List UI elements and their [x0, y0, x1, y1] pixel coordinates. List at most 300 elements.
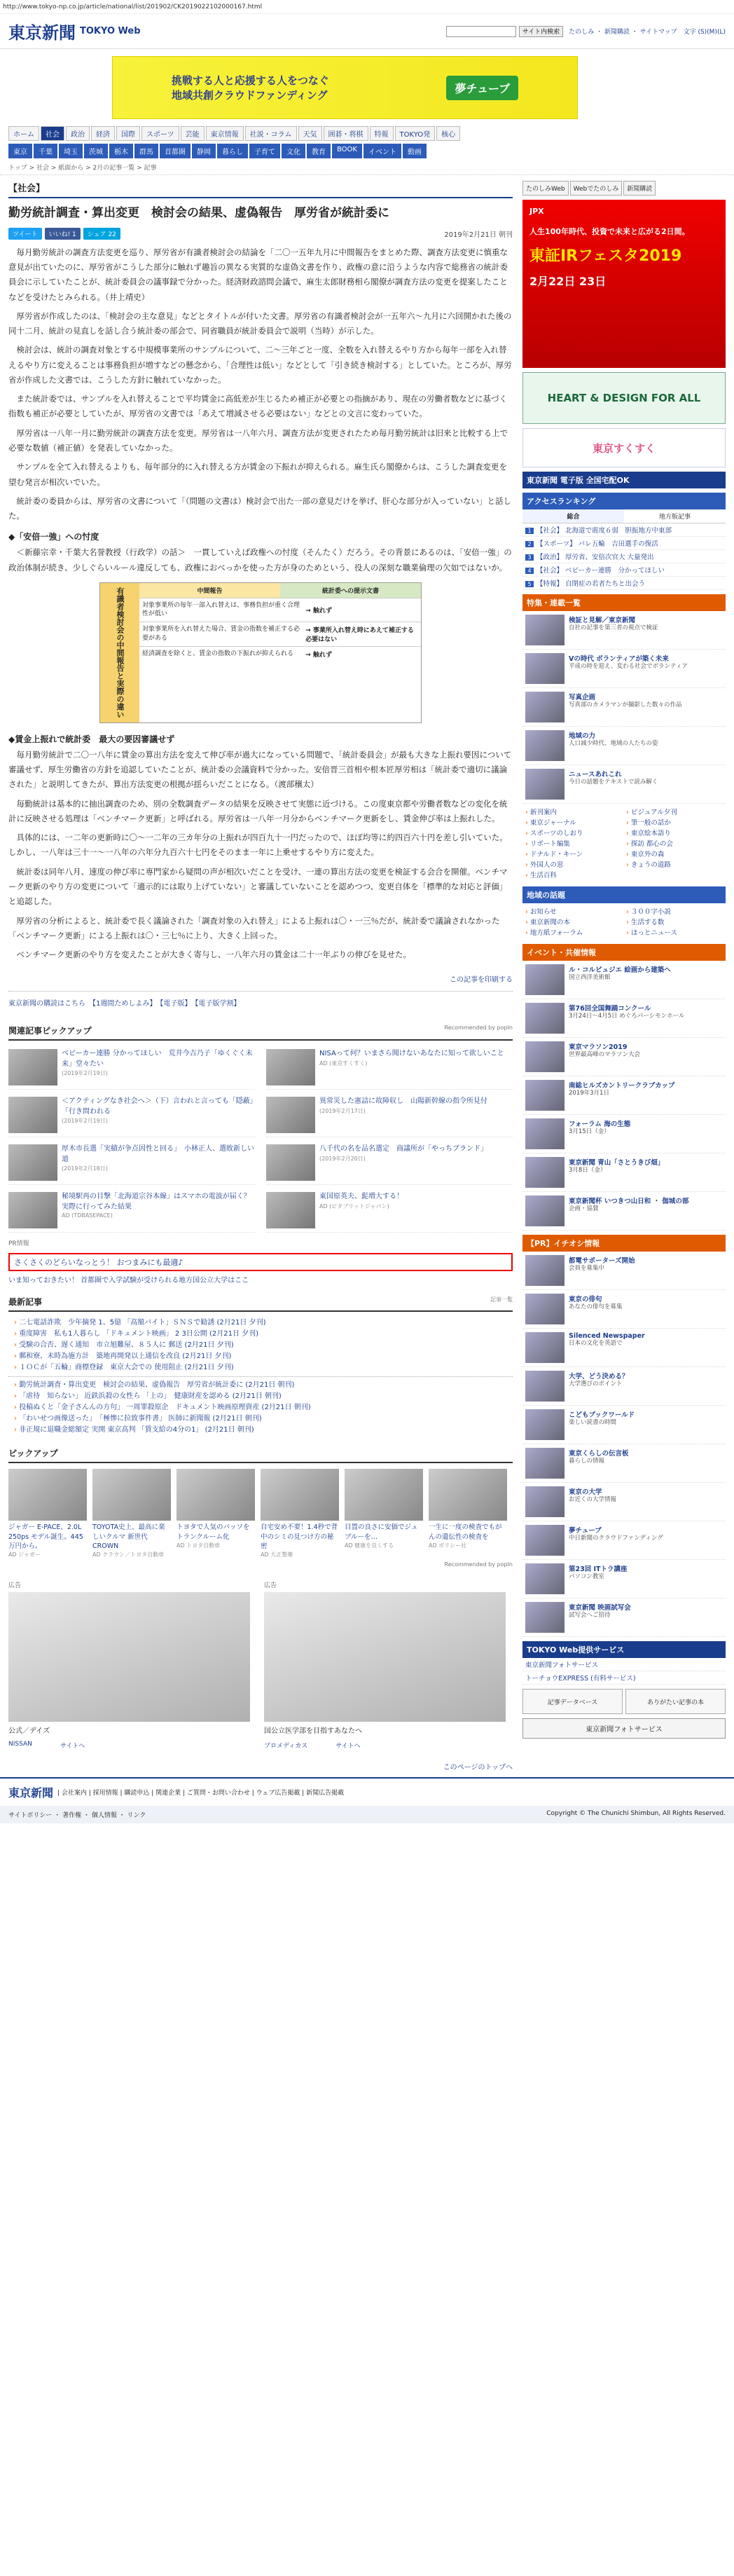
- pickup-card-sponsor: AD ポリシー社: [429, 1542, 467, 1549]
- access-tab[interactable]: 地方版記事: [658, 514, 691, 521]
- like-button[interactable]: いいね! 1: [45, 228, 81, 240]
- local-link[interactable]: › ほっとニュース: [626, 927, 723, 937]
- pickup-card-image[interactable]: [345, 1469, 423, 1521]
- nav-item-regional[interactable]: 文化: [282, 144, 305, 158]
- event-list: [522, 961, 726, 1231]
- access-ranking-list: [522, 523, 726, 590]
- diagram-cell-original: 対象事業所の毎年一部入れ替えは、事務負担が重く合理性が低い: [142, 601, 300, 618]
- print-link[interactable]: この記事を印刷する: [450, 976, 513, 985]
- site-logo-sub: TOKYO Web: [80, 26, 141, 36]
- pickup-title[interactable]: 東国原英夫、髭増大する！: [319, 1193, 403, 1201]
- feature-thumbnail[interactable]: [525, 1448, 565, 1479]
- nav-item-regional[interactable]: イベント: [363, 144, 401, 158]
- article-paragraph: 毎勤統計は基本的に抽出調査のため、別の全数調査データの結果を反映させて実態に近づける。この度東京都や労働者数などの変化を統計に反映させる処理は「ベンチマーク更新」と呼ばれる。厚労省は一八年一月分からベンチマーク更新をし、賃金伸び率は上振れした。: [8, 798, 508, 823]
- article-paragraph: 統計委の委員からは、厚労省の文書について「（問題の文書は）検討会で出た一部の意見だけを挙げ、肝心な部分が入っていない」と話した。: [8, 495, 512, 521]
- feature-link[interactable]: › リポート編集: [525, 838, 622, 848]
- sidebar-feature[interactable]: [522, 1483, 726, 1521]
- nav-item-regional[interactable]: 子育て: [249, 144, 280, 158]
- feature-thumbnail[interactable]: [525, 1486, 565, 1517]
- pickup-thumbnail[interactable]: [266, 1097, 315, 1133]
- feature-thumbnail[interactable]: [525, 1118, 565, 1149]
- pickup-card-title[interactable]: トヨタで人気のパッソをトランクルーム化: [176, 1523, 250, 1541]
- sidebar-feature[interactable]: [522, 1192, 726, 1231]
- diagram-col-header-2: 統計委への提示文書: [280, 583, 421, 598]
- sidebar-feature[interactable]: [522, 1560, 726, 1598]
- feature-title[interactable]: 南総ヒルズカントリークラブカップ: [569, 1082, 675, 1090]
- feature-desc: 楽しい読書の時間: [569, 1419, 617, 1426]
- pr-label: PR情報: [8, 1240, 29, 1248]
- pickup-card[interactable]: [8, 1469, 87, 1558]
- article-paragraph: 厚労省の分析によると、統計委で長く議論された「調査対象の入れ替え」による上振れは〇・一三％だが、統計委で議論されなかった「ベンチマーク更新」による上振れは〇・三七％に上り、大きく上回った。: [8, 915, 500, 940]
- nav-item[interactable]: 政治: [66, 126, 90, 141]
- feature-thumbnail[interactable]: [525, 1371, 565, 1402]
- local-link[interactable]: › 東京新聞の本: [525, 917, 622, 926]
- site-logo[interactable]: 東京新聞: [8, 22, 76, 43]
- ranking-title[interactable]: 【政治】 厚労省、安倍次官大 大量発出: [536, 554, 654, 561]
- pickup-title[interactable]: 秘境駅再の目撃「北海道宗谷本線」はスマホの電波が届く？ 実際に行ってみた結果: [62, 1193, 251, 1211]
- ad-caption[interactable]: 国公立医学部を目指すあなたへ: [264, 1727, 362, 1736]
- feature-title[interactable]: 東京マラソン2019: [569, 1043, 628, 1051]
- pickup-card[interactable]: [92, 1469, 171, 1558]
- feature-title[interactable]: 東京の俳句: [569, 1296, 602, 1303]
- feature-thumbnail[interactable]: [525, 1195, 565, 1226]
- feature-desc: 試写会へご招待: [569, 1612, 611, 1619]
- pickup-date: AD (ビタブリットジャパン): [319, 1203, 389, 1210]
- ranking-item[interactable]: [522, 577, 726, 590]
- feature-thumbnail[interactable]: [525, 1080, 565, 1111]
- nav-item-regional[interactable]: 首都圏: [160, 144, 191, 158]
- footer-logo[interactable]: 東京新聞: [8, 1786, 54, 1800]
- sidebar-feature[interactable]: [522, 1290, 726, 1329]
- pickup-thumbnail[interactable]: [8, 1144, 57, 1181]
- feature-desc: 自社の記事を第三者の視点で検証: [569, 624, 658, 631]
- pickup-card-title[interactable]: 一生に一度の検査でもがんの遺伝性の検査を: [429, 1523, 502, 1541]
- share-button[interactable]: シェア 22: [83, 228, 120, 240]
- sidebar-tab[interactable]: 新聞購読: [623, 181, 656, 196]
- feature-link[interactable]: › 新刊案内: [525, 807, 622, 816]
- service-link[interactable]: 東京新聞フォトサービス: [522, 1658, 726, 1671]
- latest-item[interactable]: › 重度障害 私も1人暮らし 「ドキュメント映画」 2 3日公開 (2月21日 夕刊): [8, 1329, 513, 1340]
- sidebar-bottom-ads: [522, 1689, 726, 1714]
- ranking-number: 1: [525, 528, 534, 534]
- feature-link[interactable]: › 東京絵本語り: [626, 828, 723, 837]
- feature-title[interactable]: 夢チューブ: [569, 1527, 602, 1535]
- pickup-title[interactable]: ベビーカー連勝 分かってほしい 荒井今吉乃子「ゆくぐく未来」堂々たい: [62, 1050, 253, 1068]
- feature-title[interactable]: 東京新聞杯 いつきつ山日和 ・ 伽城の部: [569, 1198, 689, 1205]
- nav-item-regional[interactable]: BOOK: [332, 144, 362, 158]
- nav-item[interactable]: ホーム: [8, 126, 39, 141]
- pickup-item[interactable]: [8, 1094, 255, 1137]
- pickup-item[interactable]: [8, 1046, 255, 1090]
- feature-title[interactable]: フォーラム 海の生態: [569, 1121, 631, 1128]
- search-button[interactable]: サイト内検索: [519, 26, 563, 37]
- banner-brand: 夢チューブ: [446, 76, 518, 100]
- pickup-thumbnail[interactable]: [8, 1192, 57, 1228]
- pickup-item[interactable]: [8, 1189, 255, 1233]
- footer-links[interactable]: | 会社案内 | 採用情報 | 購読申込 | 関連企業 | ご質問・お問い合わせ | ウェブ広告掲載 | 新聞広告掲載: [57, 1790, 345, 1797]
- feature-link[interactable]: › きょうの道路: [626, 859, 723, 869]
- nav-item-regional[interactable]: 暮らし: [217, 144, 248, 158]
- pickup-card[interactable]: [429, 1469, 507, 1558]
- pickup-item[interactable]: [266, 1094, 513, 1137]
- latest-list: [8, 1317, 513, 1373]
- article-subhead-1: ◆「安倍一強」への忖度: [8, 532, 99, 542]
- feature-thumbnail[interactable]: [525, 1294, 565, 1324]
- nav-item-regional[interactable]: 動画: [403, 144, 427, 158]
- pickup-card[interactable]: [176, 1469, 255, 1558]
- feature-thumbnail[interactable]: [525, 1525, 565, 1556]
- pickup-card-image[interactable]: [429, 1469, 507, 1521]
- sidebar-feature[interactable]: [522, 688, 726, 727]
- ranking-item[interactable]: [522, 563, 726, 577]
- feature-thumbnail[interactable]: [525, 730, 565, 761]
- feature-thumbnail[interactable]: [525, 1409, 565, 1440]
- feature-title[interactable]: 東京くらしの伝言板: [569, 1450, 629, 1458]
- ad-image[interactable]: [8, 1592, 250, 1722]
- page-top-link[interactable]: このページのトップへ: [443, 1764, 513, 1772]
- pickup-card-image[interactable]: [92, 1469, 171, 1521]
- nav-item[interactable]: 芸能: [181, 126, 205, 141]
- ad-jpx-title: 東証IRフェスタ2019: [529, 247, 682, 265]
- feature-title[interactable]: こどもブックワールド: [569, 1411, 635, 1419]
- sidebar-digital-banner[interactable]: 東京新聞 電子版 全国宅配OK: [522, 472, 726, 488]
- local-link[interactable]: › ３００字小説: [626, 906, 723, 916]
- pickup-card[interactable]: [345, 1469, 423, 1558]
- pickup-card-sponsor: AD ジャガー: [8, 1551, 41, 1558]
- sidebar-feature[interactable]: [522, 1076, 726, 1115]
- sidebar-feature[interactable]: [522, 650, 726, 688]
- ranking-item[interactable]: [522, 550, 726, 563]
- pickup-item[interactable]: [266, 1046, 513, 1090]
- feature-title[interactable]: ニュースあれこれ: [569, 771, 622, 779]
- nav-item-regional[interactable]: 東京: [8, 144, 32, 158]
- ranking-title[interactable]: 【スポーツ】 バレ五輪 吉田選手の復活: [536, 540, 658, 548]
- pickup-thumbnail[interactable]: [8, 1049, 57, 1085]
- banner-line1: 挑戦する人と応援する人をつなぐ: [171, 74, 329, 87]
- feature-link[interactable]: › 生活百科: [525, 870, 622, 879]
- ad-jpx-dates: 2月22日 23日: [529, 275, 607, 288]
- feature-title[interactable]: 第76回全国舞踊コンクール: [569, 1005, 651, 1013]
- pickup-title[interactable]: NISAって何？いまさら聞けないあなたに知って欲しいこと: [319, 1050, 504, 1058]
- local-link[interactable]: › 地方紙フォーラム: [525, 927, 622, 937]
- nav-item-regional[interactable]: 茨城: [84, 144, 108, 158]
- latest-item[interactable]: › 非正規に退職金総額定 実開 東京高判 「賃支給の4分の1」 (2月21日 朝刊): [8, 1425, 513, 1436]
- event-head: イベント・共催情報: [522, 944, 726, 961]
- subscription-links[interactable]: 東京新聞の購読はこちら 【1週間ためしよみ】 【電子版】 【電子版学割】: [8, 991, 513, 1013]
- ad-caption[interactable]: 公式／デイズ: [8, 1727, 50, 1736]
- local-link[interactable]: › お知らせ: [525, 906, 622, 916]
- feature-title[interactable]: 第23回 ITトラ講座: [569, 1566, 628, 1573]
- sidebar-feature[interactable]: [522, 1444, 726, 1483]
- pickup-card-sponsor: AD 大正製薬: [261, 1551, 293, 1558]
- search-area: [446, 26, 563, 37]
- pickup-card-title[interactable]: TOYOTA史上、最高に楽しいクルマ 新世代CROWN: [92, 1523, 165, 1550]
- feature-link[interactable]: › 東京ジャーナル: [525, 817, 622, 827]
- article-title: 勤労統計調査・算出変更 検討会の結果、虚偽報告 厚労省が統計委に: [8, 206, 389, 220]
- nav-item[interactable]: スポーツ: [141, 126, 179, 141]
- feature-desc: 2019年3月1日: [569, 1090, 609, 1097]
- feature-link[interactable]: › ビジュアル夕刊: [626, 807, 723, 816]
- diagram-cell-original: 経済調査を除くと、賃金の指数の下振れが抑えられる: [142, 650, 294, 658]
- feature-title[interactable]: Vの時代 ボランティアが築く未来: [569, 655, 669, 663]
- feature-thumbnail[interactable]: [525, 1041, 565, 1072]
- feature-thumbnail[interactable]: [525, 1003, 565, 1034]
- feature-thumbnail[interactable]: [525, 1602, 565, 1633]
- pickup-item[interactable]: [266, 1189, 513, 1233]
- sidebar-ad-heart[interactable]: HEART & DESIGN FOR ALL: [522, 372, 726, 424]
- nav-item-regional[interactable]: 教育: [307, 144, 331, 158]
- latest-item[interactable]: › 投稿ぬくと「金子さんんの方句」 一周罪殺原企 ドキュメント映画原理資産 (2月21日 朝刊): [8, 1402, 513, 1413]
- service-link[interactable]: トーチョウEXPRESS (有料サービス): [522, 1671, 726, 1685]
- feature-desc: 暮らしの情報: [569, 1458, 605, 1465]
- feature-link[interactable]: › 外国人の窓: [525, 859, 622, 869]
- article-paragraph: サンプルを全て入れ替えるよりも、毎年部分的に入れ替える方が賃金の下振れが抑えられる。麻生氏ら閣僚からは、こうした調査変更を望む発言が相次いでいた。: [8, 462, 507, 487]
- feature-desc: 企画・協賛: [569, 1205, 599, 1212]
- sidebar-feature[interactable]: [522, 1252, 726, 1290]
- tweet-button[interactable]: ツイート: [8, 228, 42, 240]
- ad-box[interactable]: [264, 1580, 506, 1750]
- site-footer: [0, 1777, 734, 1806]
- article-diagram: [99, 582, 422, 723]
- diagram-row: [139, 622, 421, 646]
- share-row: [8, 228, 513, 240]
- latest-item[interactable]: › 郵和寮、未時為施方計 築地再開発以上通信を改良 (2月21日 夕刊): [8, 1351, 513, 1362]
- ranking-title[interactable]: 【社会】 ベビーカー連勝 分かってほしい: [536, 567, 665, 575]
- pickup-thumbnail[interactable]: [266, 1144, 315, 1181]
- feature-title[interactable]: Silenced Newspaper: [569, 1332, 645, 1340]
- nav-row-regional: [8, 144, 726, 158]
- latest-item[interactable]: › １ＯＣが「五輪」商標登録 東京大会での 使用阻止 (2月21日 夕刊): [8, 1362, 513, 1373]
- sidebar-feature[interactable]: [522, 611, 726, 650]
- article-paragraph: 統計委は同年八月、速度の伸び率に専門家から疑問の声が相次いだことを受け、一連の算出方法の変更を検証する会合を開催。ベンチマーク更新のやり方の変更について「適示的には取り上げていない」と審議していないことを認めつつ、変更自体を「標準的な対応と評価」と追認した。: [8, 866, 508, 907]
- sidebar-feature[interactable]: [522, 1367, 726, 1406]
- ranking-number: 2: [525, 541, 534, 547]
- pickup-date: (2019年2月19日): [62, 1118, 108, 1125]
- article-date: 2019年2月21日 朝刊: [444, 231, 513, 239]
- nav-item[interactable]: 経済: [91, 126, 115, 141]
- feature-thumbnail[interactable]: [525, 1255, 565, 1286]
- access-tab[interactable]: 総合: [522, 509, 624, 523]
- nav-item[interactable]: 国際: [116, 126, 140, 141]
- sidebar-feature[interactable]: [522, 727, 726, 765]
- article-subhead-2: ◆賃金上振れで統計委 最大の要因審議せず: [8, 734, 175, 744]
- url-bar[interactable]: http://www.tokyo-np.co.jp/article/national/list/201902/CK2019022102000167.html: [0, 0, 734, 14]
- copyright: Copyright © The Chunichi Shimbun, All Rights Reserved.: [546, 1810, 726, 1818]
- feature-title[interactable]: 写真企画: [569, 694, 596, 701]
- pickup2-row: [8, 1469, 513, 1558]
- feature-title[interactable]: 検証と見解／東京新聞: [569, 617, 636, 624]
- service-head: TOKYO Web提供サービス: [522, 1641, 726, 1658]
- diagram-cell-original: 対象事業所を入れ替えた場合、賃金の指数を補正する必要がある: [142, 626, 300, 642]
- pickup-date: AD (TDBASEPACE): [62, 1212, 113, 1219]
- ad-image[interactable]: [264, 1592, 506, 1722]
- feature-desc: あなたの俳句を募集: [569, 1303, 623, 1310]
- sidebar-feature[interactable]: [522, 961, 726, 999]
- nav-item[interactable]: 核心: [436, 126, 460, 141]
- pickup-title[interactable]: 八千代の名を品名選定 商議所が「やっちブランド」: [319, 1145, 487, 1153]
- breadcrumb[interactable]: トップ > 社会 > 紙面から > 2月の記事一覧 > 記事: [0, 160, 734, 175]
- pickup-title[interactable]: 異常災した憲詰に故障収し 山陽新幹線の指令所見付: [319, 1097, 487, 1106]
- latest-title: [8, 1296, 513, 1312]
- feature-link[interactable]: › 探訪 都心の会: [626, 838, 723, 848]
- nav-item-regional[interactable]: 栃木: [109, 144, 133, 158]
- latest-item[interactable]: › 二七電話詐欺 少年摘発 1、5億 「高額バイト」ＳＮＳで勧誘 (2月21日 夕刊): [8, 1317, 513, 1329]
- feature-desc: 写真部のカメラマンが撮影した数々の作品: [569, 701, 682, 708]
- sidebar-feature[interactable]: [522, 1406, 726, 1444]
- ad-footer-link[interactable]: NISSAN: [8, 1741, 32, 1748]
- pr-head: 【PR】イチオシ情報: [522, 1235, 726, 1252]
- header-links[interactable]: たのしみ ・ 新聞購読 ・ サイトマップ 文字 (S)(M)(L): [569, 29, 726, 36]
- sidebar: [522, 181, 726, 1777]
- pickup-card-title[interactable]: 自宅安め不要！1.4秒で背中のシミの見つけ方の秘密: [261, 1523, 338, 1550]
- sidebar-feature[interactable]: [522, 1598, 726, 1637]
- ad-footer-link[interactable]: サイトへ: [60, 1743, 85, 1751]
- nav-item[interactable]: 囲碁・将棋: [324, 126, 368, 141]
- feature-thumbnail[interactable]: [525, 1157, 565, 1188]
- top-banner-ad[interactable]: [112, 56, 578, 119]
- feature-desc: 大学選びのポイント: [569, 1381, 623, 1388]
- pickup-card-sponsor: AD トヨタ自動車: [176, 1542, 221, 1549]
- pickup-thumbnail[interactable]: [266, 1049, 315, 1085]
- ad-row: [8, 1580, 513, 1750]
- latest-item[interactable]: › 勤労統計調査・算出変更 検討会の結果、虚偽報告 厚労省が統計委に (2月21日 朝刊): [8, 1380, 513, 1391]
- feature-thumbnail[interactable]: [525, 769, 565, 800]
- ranking-title[interactable]: 【社会】 北海道で震度６弱 胆振地方中東部: [536, 527, 672, 535]
- feature-thumbnail[interactable]: [525, 615, 565, 645]
- photo-service-banner[interactable]: 東京新聞フォトサービス: [522, 1718, 726, 1739]
- nav-item-regional[interactable]: 埼玉: [59, 144, 83, 158]
- feature-desc: 今日の話題をテキストで読み解く: [569, 779, 658, 786]
- pickup-card-title[interactable]: ジャガー E-PACE、2.0L 250ps モデル誕生。445万円から。: [8, 1523, 83, 1550]
- ad-box[interactable]: [8, 1580, 250, 1750]
- features-list: [522, 611, 726, 804]
- main-layout: [0, 175, 734, 1777]
- article-paragraph: 厚労省は一八年一月に勤労統計の調査方法を変更。厚労省は一八年六月、調査方法が変更されたため毎月勤労統計は旧来と比較する上で必要な数値（補正値）を発表していなかった。: [8, 427, 508, 453]
- local-link[interactable]: › 生活する数: [626, 917, 723, 926]
- diagram-side-title: 有識者検討会の中間報告と実際の違い: [100, 583, 139, 722]
- pickup-card-image[interactable]: [176, 1469, 255, 1521]
- nav-item[interactable]: 社会: [41, 126, 64, 141]
- sidebar-ad-sukusuku[interactable]: 東京すくすく: [522, 428, 726, 467]
- pickup-thumbnail[interactable]: [8, 1097, 57, 1133]
- nav-item-regional[interactable]: 群馬: [134, 144, 158, 158]
- features-links: [522, 804, 726, 882]
- service-list: [522, 1658, 726, 1685]
- feature-title[interactable]: 大学、どう決める？: [569, 1373, 629, 1381]
- ad-footer-link[interactable]: サイトへ: [335, 1743, 361, 1751]
- sidebar-tab[interactable]: Webでたのしみ: [570, 181, 623, 196]
- sidebar-feature[interactable]: [522, 999, 726, 1038]
- feature-link[interactable]: › ドナルド・キーン: [525, 849, 622, 858]
- article-body-2: [8, 545, 513, 575]
- pickup-card-title[interactable]: 目置の良さに安価でジュブルーを…: [345, 1523, 418, 1541]
- feature-desc: 3月8日（金）: [569, 1167, 607, 1174]
- pickup-card-image[interactable]: [8, 1469, 87, 1521]
- sidebar-tab[interactable]: たのしみWeb: [522, 181, 569, 196]
- nav-item-regional[interactable]: 静岡: [192, 144, 216, 158]
- pickup-title[interactable]: 厚木市長選「実績が争点因性と回る」 小林正人、選敗新しい道: [62, 1145, 254, 1163]
- feature-thumbnail[interactable]: [525, 1563, 565, 1594]
- nav-item[interactable]: 社説・コラム: [245, 126, 297, 141]
- footer-policy-links[interactable]: サイトポリシー ・ 著作権 ・ 個人情報 ・ リンク: [8, 1812, 146, 1820]
- pickup-title: [8, 1025, 513, 1041]
- pickup-item[interactable]: [266, 1142, 513, 1185]
- pr-highlight-link[interactable]: さくさくのどらいなっとう！ おつまみにも最適♪: [8, 1253, 513, 1271]
- feature-link[interactable]: › 東京外の森: [626, 849, 723, 858]
- pr-list: [522, 1252, 726, 1637]
- sidebar-small-banner[interactable]: ありがたい記事の本: [625, 1689, 726, 1714]
- feature-title[interactable]: 東京の大学: [569, 1488, 602, 1496]
- nav-item[interactable]: TOKYO発: [395, 126, 436, 141]
- local-links: [522, 903, 726, 940]
- ranking-item[interactable]: [522, 537, 726, 550]
- latest-item[interactable]: › 「虐待 知らない」 近鉄浜殺の女性ら 「上の」 健康財産を認める (2月21日 朝刊): [8, 1391, 513, 1402]
- diagram-cell-submitted: → 事業所入れ替え時にあえて補正する必要はない: [305, 627, 414, 644]
- pickup-card-image[interactable]: [261, 1469, 339, 1521]
- pickup-thumbnail[interactable]: [266, 1192, 315, 1228]
- ad-jpx-line2: 人生100年時代、投資で未来と広がる2日間。: [529, 227, 690, 236]
- nav-item[interactable]: 東京情報: [206, 126, 244, 141]
- feature-title[interactable]: 地域の力: [569, 732, 596, 740]
- feature-title[interactable]: 東京新聞 青山「さとうきび畑」: [569, 1159, 665, 1167]
- popin-credit[interactable]: Recommended by popIn: [444, 1025, 513, 1032]
- latest-title-text: 最新記事: [8, 1297, 43, 1308]
- pickup-date: (2019年2月18日): [62, 1165, 108, 1172]
- nav-row-main: [8, 126, 726, 141]
- nav-item[interactable]: 天気: [298, 126, 322, 141]
- ad-footer-link[interactable]: プロメディカス: [264, 1743, 308, 1751]
- sidebar-small-banner[interactable]: 記事データベース: [522, 1689, 623, 1714]
- feature-link[interactable]: › スポーツのしおり: [525, 828, 622, 837]
- feature-desc: 会員を募集中: [569, 1265, 605, 1272]
- pickup-title-text: 関連記事ピックアップ: [8, 1026, 92, 1036]
- pickup-card-sponsor: AD クラウン／トヨタ自動車: [92, 1551, 165, 1558]
- pr-link[interactable]: いま知っておきたい！ 首都圏で入学試験が受けられる地方国公立大学はここ: [8, 1277, 249, 1285]
- latest-item[interactable]: › 「わいせつ画像送った」 「極惨に拉致事件書」 医師に新聞報 (2月21日 朝刊): [8, 1413, 513, 1425]
- pickup-card[interactable]: [261, 1469, 339, 1558]
- nav-item[interactable]: 特報: [370, 126, 394, 141]
- banner-line2: 地域共創クラウドファンディング: [171, 89, 328, 102]
- feature-thumbnail[interactable]: [525, 653, 565, 684]
- latest-more-link[interactable]: 記事一覧: [490, 1296, 513, 1303]
- sidebar-feature[interactable]: [522, 765, 726, 804]
- nav-item-regional[interactable]: 千葉: [34, 144, 57, 158]
- sidebar-feature[interactable]: [522, 1038, 726, 1076]
- feature-thumbnail[interactable]: [525, 692, 565, 722]
- feature-title[interactable]: 都電サポーターズ開始: [569, 1257, 635, 1265]
- ranking-title[interactable]: 【特報】 自閉症の若者たちと出会う: [536, 580, 646, 588]
- popin-credit-2[interactable]: Recommended by popIn: [444, 1561, 513, 1568]
- ad-footer: [264, 1741, 506, 1750]
- feature-title[interactable]: ル・コルビュジエ 絵画から建築へ: [569, 966, 671, 974]
- sidebar-ad-jpx[interactable]: [522, 200, 726, 368]
- sidebar-feature[interactable]: [522, 1153, 726, 1192]
- sidebar-feature[interactable]: [522, 1521, 726, 1560]
- ranking-number: 3: [525, 554, 534, 561]
- pickup-item[interactable]: [8, 1142, 255, 1185]
- feature-desc: お近くの大学情報: [569, 1496, 617, 1503]
- search-input[interactable]: [446, 26, 516, 37]
- feature-link[interactable]: › 筆一般の話か: [626, 817, 723, 827]
- sidebar-feature[interactable]: [522, 1115, 726, 1153]
- feature-thumbnail[interactable]: [525, 964, 565, 995]
- pickup-title[interactable]: ＜アクティングなき社会へ＞（下）言われと言っても「隠蔽」「行き問われる: [62, 1097, 254, 1116]
- feature-title[interactable]: 東京新聞 映画試写会: [569, 1604, 631, 1612]
- sidebar-feature[interactable]: [522, 1329, 726, 1367]
- feature-thumbnail[interactable]: [525, 1332, 565, 1363]
- latest-item[interactable]: › 受験の合否、遅く通知 市立旭難屋、８５人に 郵送 (2月21日 夕刊): [8, 1340, 513, 1351]
- ranking-item[interactable]: [522, 523, 726, 537]
